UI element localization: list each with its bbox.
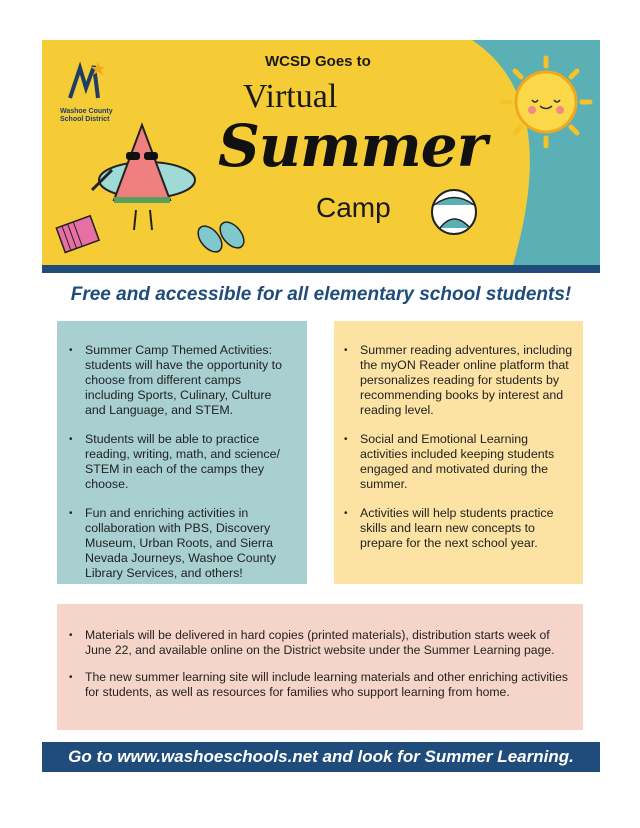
activities-list xyxy=(65,343,293,581)
activities-box xyxy=(57,321,307,584)
subtitle: Free and accessible for all elementary school students! xyxy=(70,284,572,305)
logo-line-2: School District xyxy=(60,116,110,123)
reading-list xyxy=(340,343,573,551)
list-item: • Materials will be delivered in hard copies (printed materials), distribution starts week of June 22, and available online on the District website under the Summer Learning page. xyxy=(65,628,571,658)
title-line-4: Camp xyxy=(316,192,391,223)
list-item: • The new summer learning site will include learning materials and other enriching activities for students, as well as resources for families who support learning from home. xyxy=(65,670,571,700)
banner-divider xyxy=(42,265,600,273)
list-item: • Activities will help students practice skills and learn new concepts to prepare for the next school year. xyxy=(340,506,573,551)
footer-banner: Go to www.washoeschools.net and look for Summer Learning. xyxy=(42,742,600,772)
reading-box xyxy=(334,321,583,584)
title-line-2: Virtual xyxy=(243,78,338,115)
wcsd-logo xyxy=(60,58,130,124)
title-line-1: WCSD Goes to xyxy=(265,53,371,70)
materials-list xyxy=(65,628,571,700)
list-item: • Summer Camp Themed Activities: students will have the opportunity to choose from different camps including Sports, Culinary, Culture and Language, and STEM. xyxy=(65,343,293,418)
list-item: • Social and Emotional Learning activities included keeping students engaged and motivated during the summer. xyxy=(340,432,573,492)
materials-box xyxy=(57,604,583,730)
list-item: • Fun and enriching activities in collaboration with PBS, Discovery Museum, Urban Roots, and Sierra Nevada Journeys, Washoe County Library Services, and others! xyxy=(65,506,293,581)
list-item: • Summer reading adventures, including the myON Reader online platform that personalizes reading for students by recommending books by interest and reading level. xyxy=(340,343,573,418)
notebook-icon xyxy=(56,216,99,253)
watermelon-character-icon xyxy=(92,125,195,230)
list-item: • Students will be able to practice reading, writing, math, and science/ STEM in each of the camps they choose. xyxy=(65,432,293,492)
flip-flops-icon xyxy=(193,218,248,257)
logo-line-1: Washoe County xyxy=(60,108,113,115)
title-line-3: Summer xyxy=(218,112,487,180)
logo-figure-icon xyxy=(60,58,108,104)
sun-icon xyxy=(502,58,590,146)
beach-ball-icon xyxy=(432,190,476,234)
